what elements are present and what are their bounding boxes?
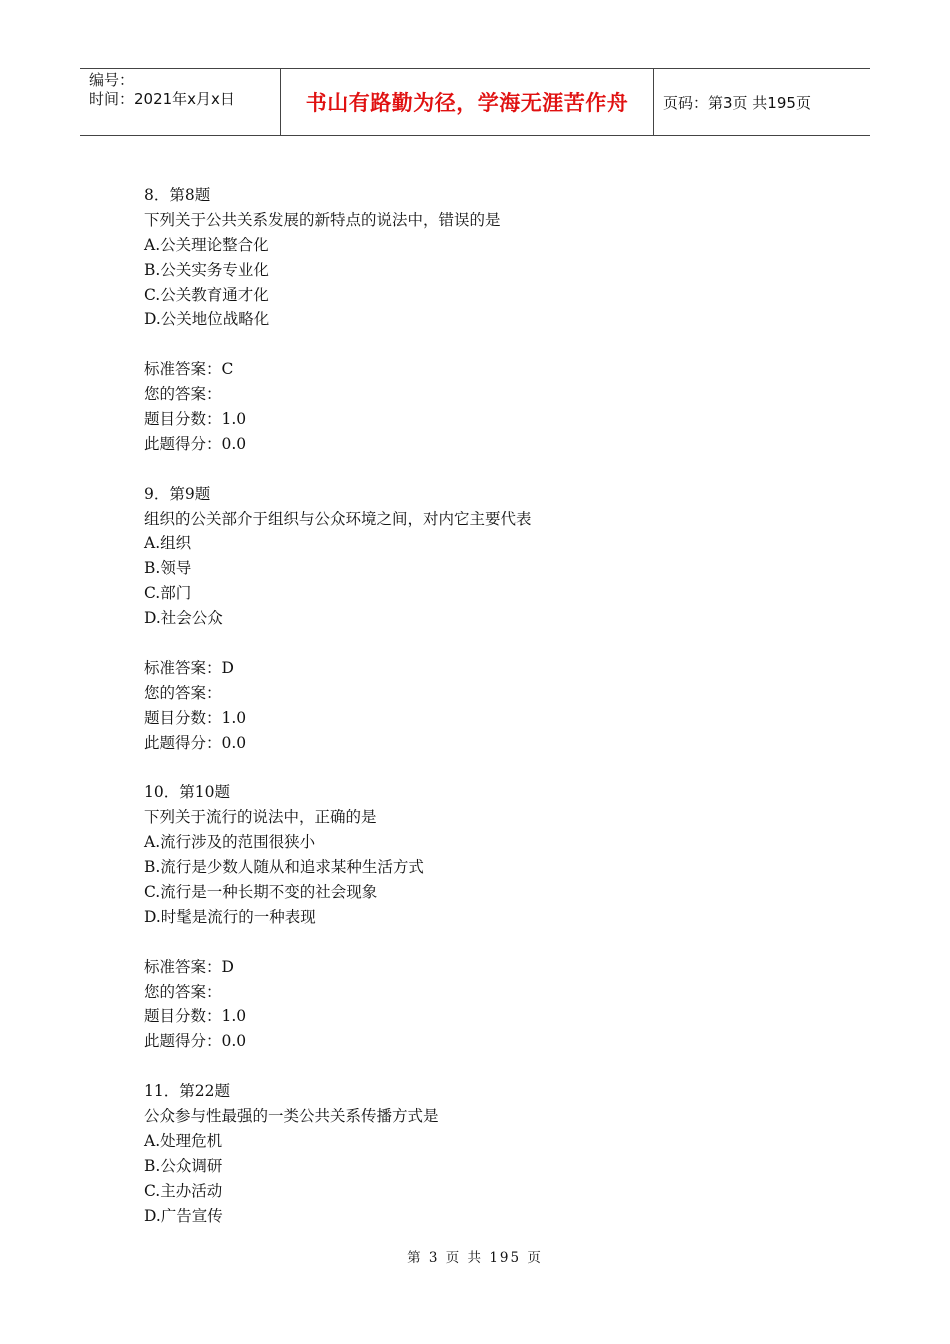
header-motto: 书山有路勤为径，学海无涯苦作舟 — [305, 91, 629, 115]
question-score: 题目分数：1.0 — [144, 1007, 247, 1026]
header-meta — [80, 69, 281, 135]
your-answer: 您的答案： — [144, 683, 222, 702]
option-b: B.流行是少数人随从和追求某种生活方式 — [144, 858, 424, 877]
earned-score: 此题得分：0.0 — [144, 1032, 247, 1051]
option-a: A.公关理论整合化 — [144, 235, 269, 254]
option-c: C.流行是一种长期不变的社会现象 — [144, 882, 378, 901]
header-motto-cell — [281, 69, 654, 135]
question-score: 题目分数：1.0 — [144, 410, 247, 429]
document-number-label: 编号： — [89, 71, 135, 89]
question-list — [144, 183, 532, 1228]
standard-answer: 标准答案：D — [144, 658, 234, 677]
option-d: D.时髦是流行的一种表现 — [144, 907, 316, 926]
question-title: 10．第10题 — [144, 783, 230, 802]
option-b: B.领导 — [144, 559, 192, 578]
header-page-cell — [654, 69, 870, 135]
option-a: A.处理危机 — [144, 1131, 223, 1150]
your-answer: 您的答案： — [144, 982, 222, 1001]
option-a: A.流行涉及的范围很狭小 — [144, 833, 316, 852]
question-stem: 组织的公关部介于组织与公众环境之间，对内它主要代表 — [144, 509, 532, 528]
earned-score: 此题得分：0.0 — [144, 733, 247, 752]
question-title: 8．第8题 — [144, 186, 211, 204]
question-stem: 下列关于流行的说法中，正确的是 — [144, 808, 377, 827]
header-page-label: 页码：第3页 共195页 — [663, 93, 811, 112]
question-score: 题目分数：1.0 — [144, 708, 247, 727]
option-c: C.公关教育通才化 — [144, 285, 269, 304]
question-title: 11．第22题 — [144, 1082, 230, 1101]
option-b: B.公众调研 — [144, 1156, 223, 1175]
option-d: D.广告宣传 — [144, 1206, 223, 1225]
question-block — [144, 482, 532, 781]
question-block — [144, 780, 532, 1079]
question-block — [144, 183, 532, 482]
question-title: 9．第9题 — [144, 484, 211, 503]
question-stem: 公众参与性最强的一类公共关系传播方式是 — [144, 1106, 439, 1125]
option-c: C.主办活动 — [144, 1181, 223, 1200]
standard-answer: 标准答案：C — [144, 360, 234, 379]
option-b: B.公关实务专业化 — [144, 260, 269, 279]
question-stem: 下列关于公共关系发展的新特点的说法中，错误的是 — [144, 210, 501, 229]
footer-page-number: 第 3 页 共 195 页 — [407, 1250, 543, 1266]
option-a: A.组织 — [144, 534, 192, 553]
document-time-label: 时间：2021年x月x日 — [89, 90, 235, 108]
option-c: C.部门 — [144, 584, 192, 603]
your-answer: 您的答案： — [144, 385, 222, 404]
page-header — [80, 68, 870, 136]
earned-score: 此题得分：0.0 — [144, 434, 247, 453]
option-d: D.社会公众 — [144, 609, 223, 628]
page-footer — [0, 1246, 950, 1266]
standard-answer: 标准答案：D — [144, 957, 234, 976]
option-d: D.公关地位战略化 — [144, 310, 270, 329]
question-block — [144, 1079, 532, 1228]
